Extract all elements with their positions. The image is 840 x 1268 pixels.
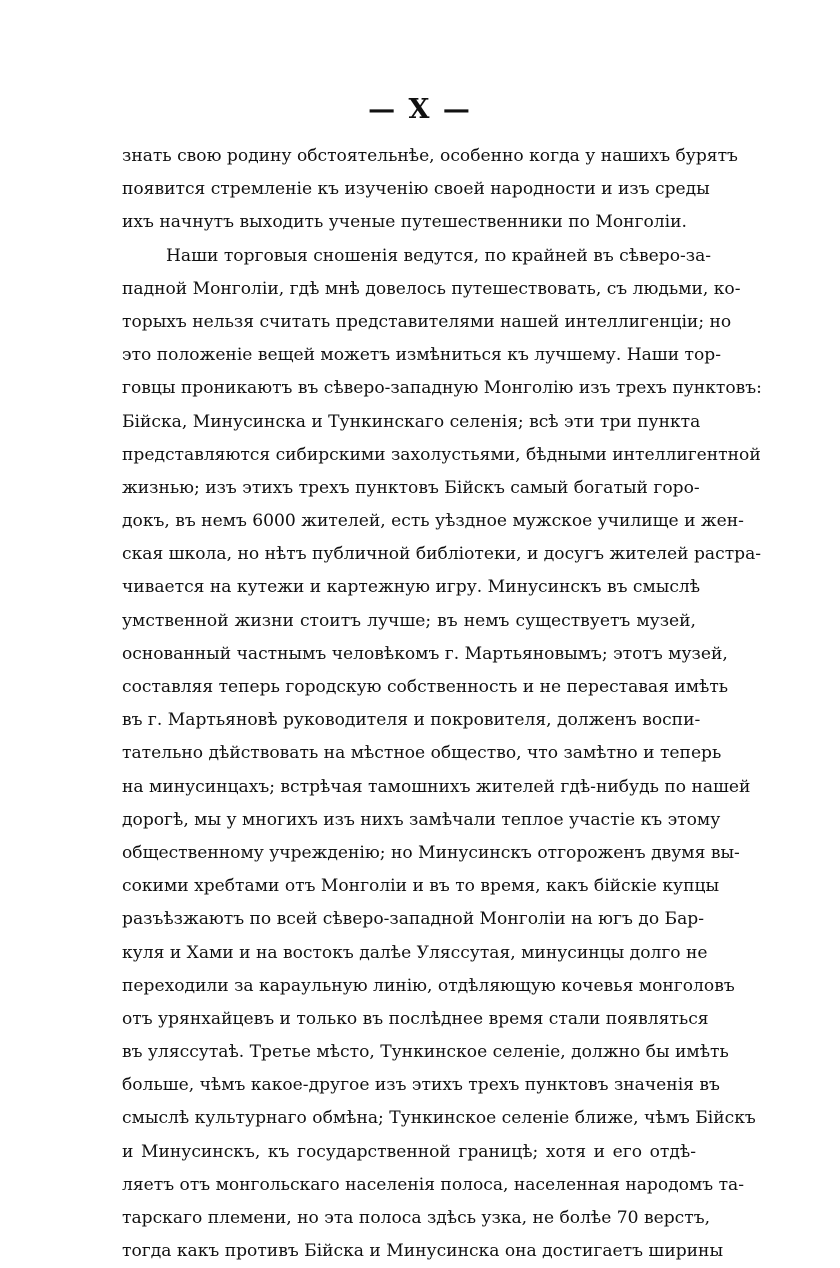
text-line: ляетъ отъ монгольскаго населенія полоса, населенная народомъ та- — [122, 1174, 745, 1195]
text-line: тарскаго племени, но эта полоса здѣсь узка, не болѣе 70 верстъ, — [122, 1208, 710, 1228]
text-line: больше, чѣмъ какое-другое изъ этихъ трехъ пунктовъ значенія въ — [122, 1075, 720, 1096]
text-line: основанный частнымъ человѣкомъ г. Мартьяновымъ; этотъ музей, — [122, 643, 728, 664]
text-line: сокими хребтами отъ Монголіи и въ то время, какъ бійскіе купцы — [122, 876, 720, 897]
text-line: тогда какъ противъ Бійска и Минусинска она достигаетъ ширины — [122, 1241, 724, 1262]
text-line: въ г. Мартьяновѣ руководителя и покровителя, долженъ воспи- — [122, 710, 701, 731]
text-line: на минусинцахъ; встрѣчая тамошнихъ жителей гдѣ-нибудь по нашей — [122, 776, 751, 797]
text-line: куля и Хами и на востокъ далѣе Улясcутая, минусинцы долго не — [122, 942, 708, 963]
text-line: говцы проникаютъ въ сѣверо-западную Монголію изъ трехъ пунктовъ: — [122, 378, 762, 399]
paragraph-first-line: Наши торговыя сношенія ведутся, по крайней въ сѣверо-за- — [166, 245, 712, 266]
text-line: умственной жизни стоитъ лучше; въ немъ существуетъ музей, — [122, 610, 696, 631]
text-line: въ улясcутаѣ. Третье мѣсто, Тункинское селеніе, должно бы имѣть — [122, 1042, 729, 1063]
text-line: и Минусинскъ, къ государственной границѣ; хотя и его отдѣ- — [122, 1141, 696, 1162]
text-line: смыслѣ культурнаго обмѣна; Тункинское селеніе ближе, чѣмъ Бійскъ — [122, 1108, 756, 1129]
text-line: это положеніе вещей можетъ измѣниться къ лучшему. Наши тор- — [122, 345, 721, 366]
text-line: докъ, въ немъ 6000 жителей, есть уѣздное мужское училище и жен- — [122, 511, 744, 532]
text-line: разъѣзжаютъ по всей сѣверо-западной Монголіи на югъ до Бар- — [122, 909, 705, 930]
text-line: знать свою родину обстоятельнѣе, особенно когда у нашихъ бурятъ — [122, 146, 738, 166]
text-line: чивается на кутежи и картежную игру. Минусинскъ въ смыслѣ — [122, 577, 701, 598]
text-line: торыхъ нельзя считать представителями нашей интеллигенціи; но — [122, 311, 732, 332]
text-line: появится стремленіе къ изученію своей народности и изъ среды — [122, 179, 710, 200]
text-line: падной Монголіи, гдѣ мнѣ довелось путешествовать, съ людьми, ко- — [122, 278, 741, 299]
text-line: переходили за караульную линію, отдѣляющую кочевья монголовъ — [122, 975, 735, 996]
text-line: Бійска, Минусинска и Тункинскаго селенія; всѣ эти три пункта — [122, 411, 701, 432]
text-line: общественному учрежденію; но Минусинскъ отгороженъ двумя вы- — [122, 842, 740, 863]
text-line: составляя теперь городскую собственность и не переставая имѣть — [122, 677, 729, 697]
text-line: жизнью; изъ этихъ трехъ пунктовъ Бійскъ самый богатый горо- — [122, 477, 700, 498]
text-line: отъ урянхайцевъ и только въ послѣднее время стали появляться — [122, 1008, 709, 1029]
text-line: тательно дѣйствовать на мѣстное общество, что замѣтно и теперь — [122, 743, 722, 764]
text-line: ихъ начнутъ выходить ученые путешественники по Монголіи. — [122, 212, 687, 233]
text-line: представляются сибирскими захолустьями, бѣдными интеллигентной — [122, 444, 761, 465]
body-text — [122, 140, 762, 1268]
text-line: ская школа, но нѣтъ публичной библіотеки, и досугъ жителей растра- — [122, 544, 762, 565]
page-number: — X — — [368, 94, 472, 125]
text-line: дорогѣ, мы у многихъ изъ нихъ замѣчали теплое участіе къ этому — [122, 809, 721, 830]
